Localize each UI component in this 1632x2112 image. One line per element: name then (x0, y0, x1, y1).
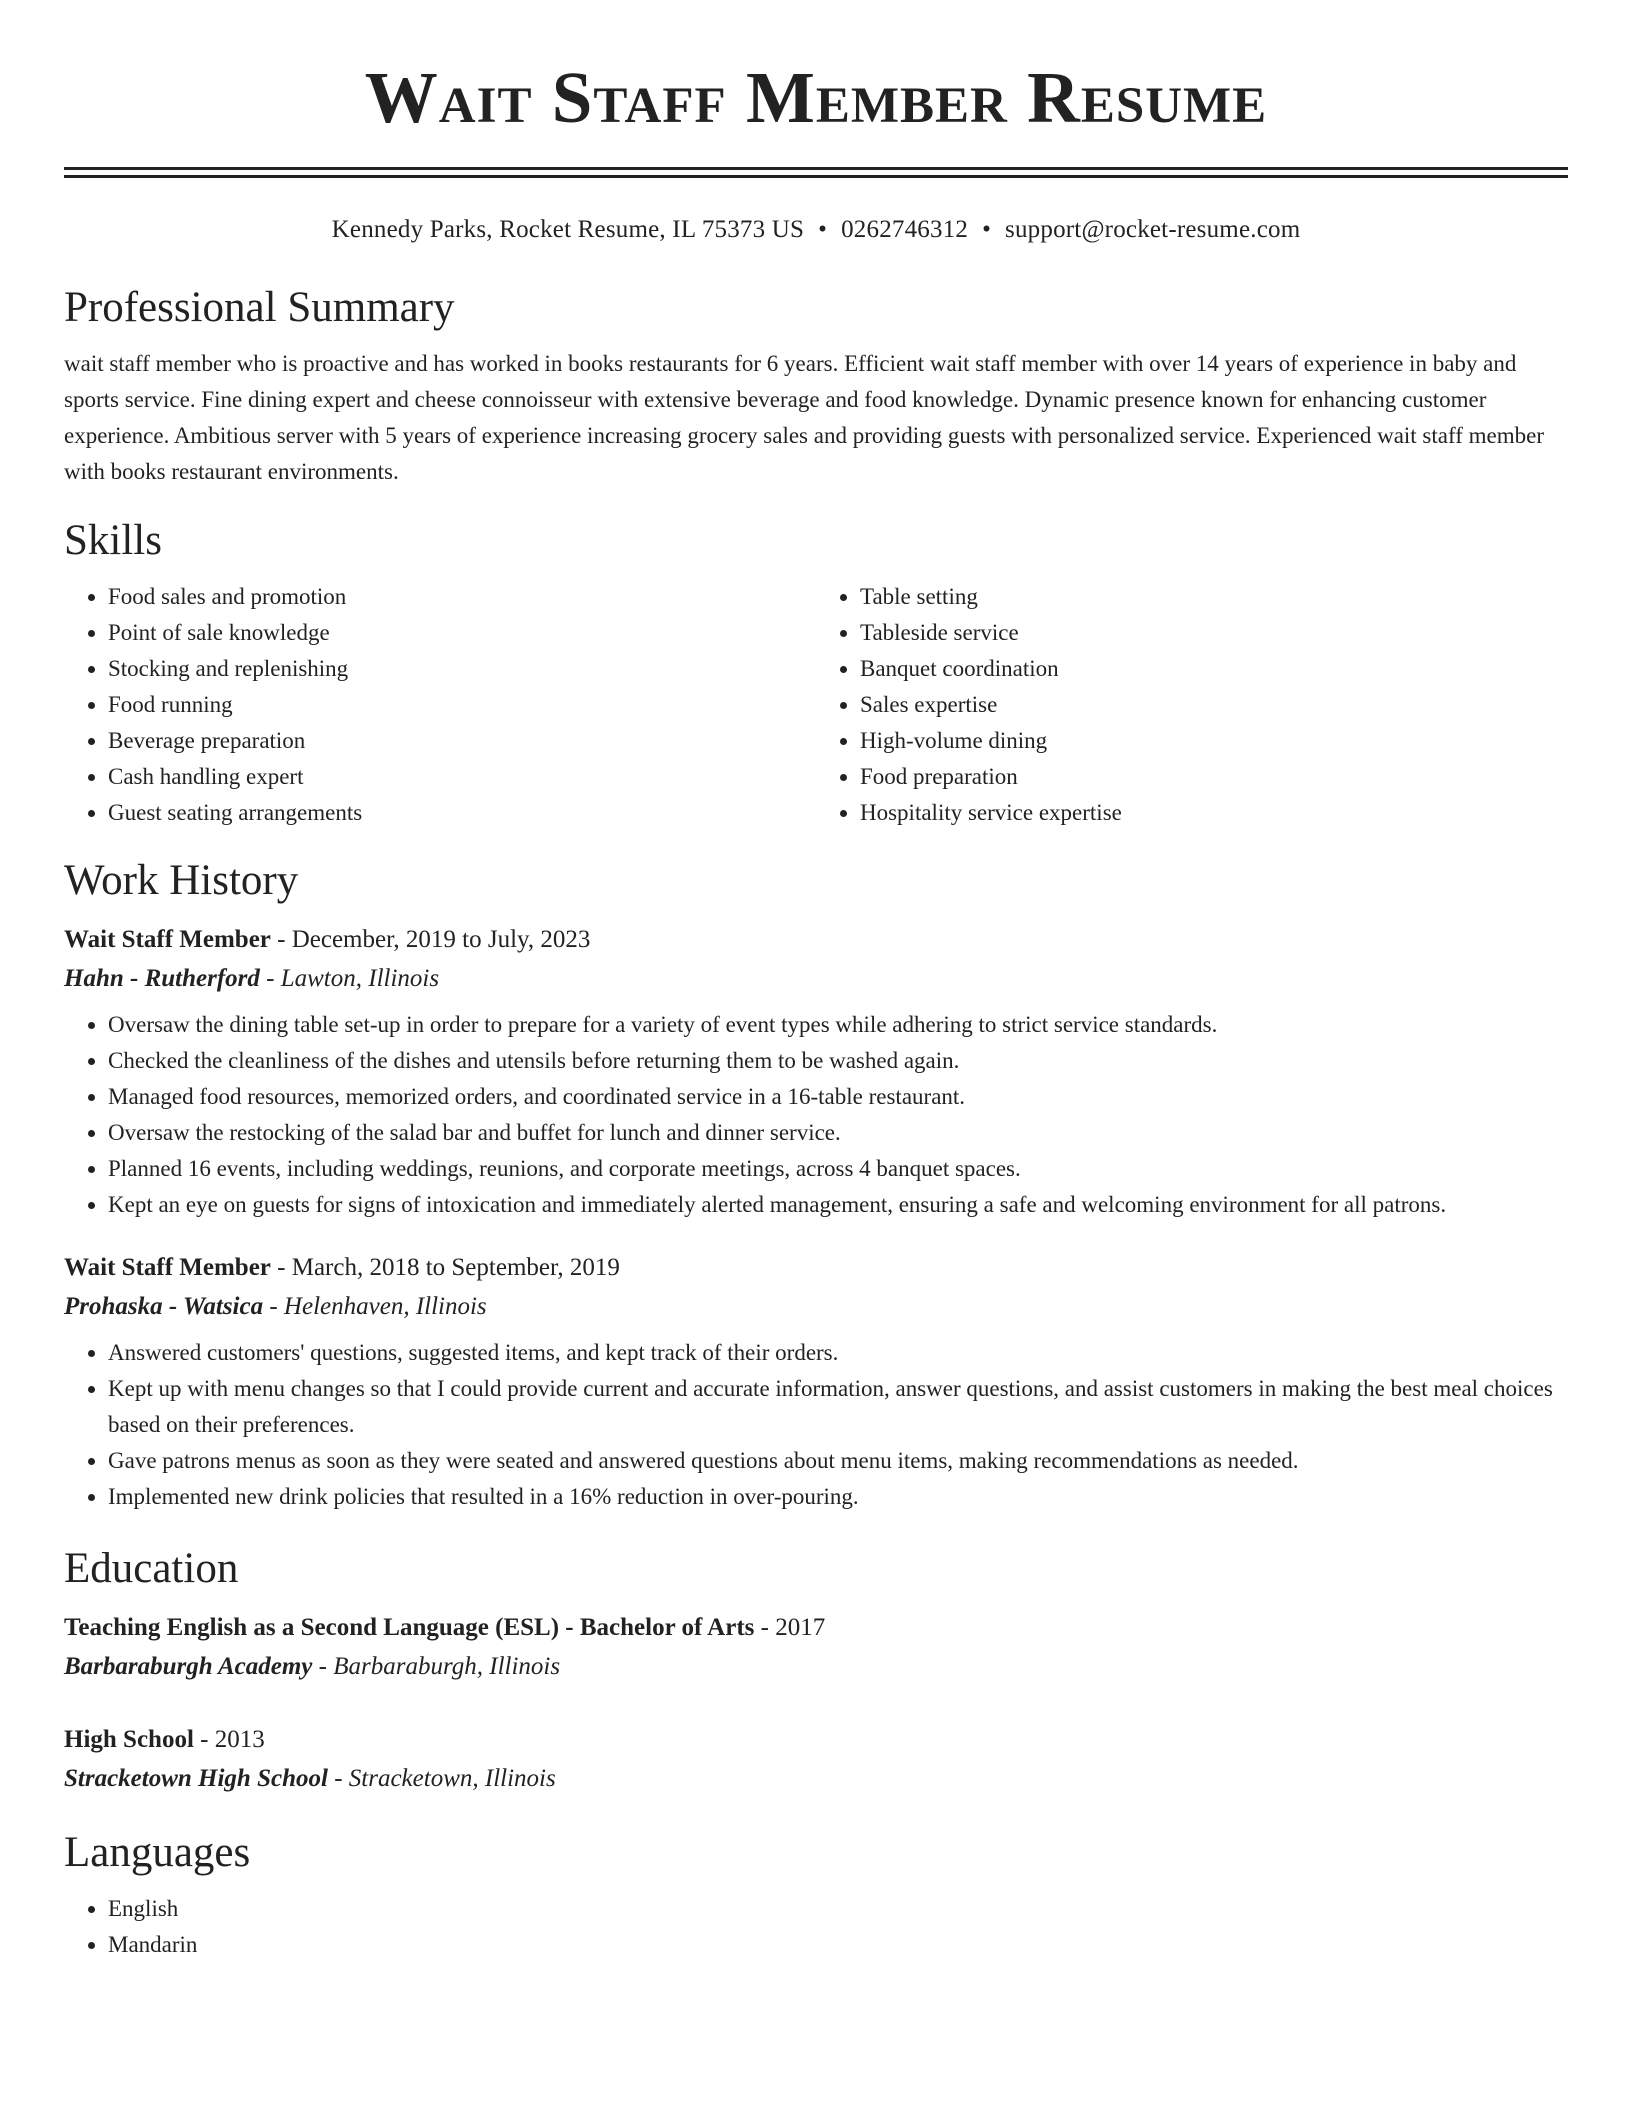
contact-phone: 0262746312 (841, 216, 969, 243)
education-institution (64, 1759, 1568, 1799)
job-dates: - March, 2018 to September, 2019 (270, 1254, 620, 1281)
skill-item: • Food preparation (860, 759, 1568, 795)
job-bullets (64, 1335, 1568, 1515)
job-bullet: • Gave patrons menus as soon as they were seated and answered questions about menu items, making recommendations as needed. (108, 1443, 1568, 1479)
skill-item: • Stocking and replenishing (108, 651, 816, 687)
work-history-section (64, 853, 1568, 1515)
skills-list-right (816, 579, 1568, 831)
contact-address: Kennedy Parks, Rocket Resume, IL 75373 US (331, 216, 805, 243)
contact-line (64, 213, 1568, 247)
contact-separator: • (818, 216, 828, 243)
education-institution (64, 1647, 1568, 1687)
skill-item: • High-volume dining (860, 723, 1568, 759)
resume-title: Wait Staff Member Resume (364, 57, 1268, 138)
language-item: • Mandarin (108, 1927, 1568, 1963)
skills-heading: Skills (64, 517, 162, 564)
job-location: - Lawton, Illinois (259, 965, 440, 992)
job-bullet: • Implemented new drink policies that resulted in a 16% reduction in over-pouring. (108, 1479, 1568, 1515)
languages-list (64, 1891, 1568, 1963)
skill-item: • Food running (108, 687, 816, 723)
skills-list-left (64, 579, 816, 831)
education-location: - Barbaraburgh, Illinois (312, 1653, 561, 1680)
education-entry (64, 1609, 1568, 1687)
job-bullet: • Kept up with menu changes so that I could provide current and accurate information, answer questions, and assist customers in making the best meal choices based on their preferences. (108, 1371, 1568, 1443)
job-title: Wait Staff Member (64, 1254, 271, 1281)
skill-item: • Hospitality service expertise (860, 795, 1568, 831)
skills-section (64, 513, 1568, 831)
skill-item: • Sales expertise (860, 687, 1568, 723)
job-bullet: • Managed food resources, memorized orders, and coordinated service in a 16-table restaurant. (108, 1079, 1568, 1115)
job-bullet: • Planned 16 events, including weddings, reunions, and corporate meetings, across 4 banquet spaces. (108, 1151, 1568, 1187)
education-header (64, 1721, 1568, 1759)
education-school: Barbaraburgh Academy (64, 1653, 313, 1680)
job-bullet: • Oversaw the dining table set-up in order to prepare for a variety of event types while adhering to strict service standards. (108, 1007, 1568, 1043)
education-section (64, 1541, 1568, 1799)
skills-columns (64, 579, 1568, 831)
job-title: Wait Staff Member (64, 926, 271, 953)
job-employer (64, 959, 1568, 999)
contact-separator: • (982, 216, 992, 243)
job-employer (64, 1287, 1568, 1327)
education-entry (64, 1721, 1568, 1799)
job-header (64, 1249, 1568, 1287)
skill-item: • Table setting (860, 579, 1568, 615)
summary-heading: Professional Summary (64, 284, 455, 331)
job-bullet: • Answered customers' questions, suggested items, and kept track of their orders. (108, 1335, 1568, 1371)
skill-item: • Guest seating arrangements (108, 795, 816, 831)
summary-section (64, 280, 1568, 490)
education-year: - 2017 (754, 1614, 826, 1641)
job-entry (64, 1249, 1568, 1515)
job-bullet: • Oversaw the restocking of the salad bar and buffet for lunch and dinner service. (108, 1115, 1568, 1151)
education-header (64, 1609, 1568, 1647)
education-location: - Stracketown, Illinois (327, 1765, 556, 1792)
education-degree: Teaching English as a Second Language (ESL) - Bachelor of Arts (64, 1614, 755, 1641)
languages-heading: Languages (64, 1829, 251, 1876)
title-rule-top (64, 167, 1568, 170)
contact-email: support@rocket-resume.com (1005, 216, 1301, 243)
skill-item: • Point of sale knowledge (108, 615, 816, 651)
education-school: Stracketown High School (64, 1765, 328, 1792)
education-degree: High School (64, 1726, 194, 1753)
skill-item: • Food sales and promotion (108, 579, 816, 615)
job-bullets (64, 1007, 1568, 1223)
skill-item: • Tableside service (860, 615, 1568, 651)
job-company: Hahn - Rutherford (64, 965, 260, 992)
title-rule-bottom (64, 175, 1568, 178)
job-entry (64, 921, 1568, 1223)
job-bullet: • Checked the cleanliness of the dishes and utensils before returning them to be washed again. (108, 1043, 1568, 1079)
job-header (64, 921, 1568, 959)
summary-text: wait staff member who is proactive and has worked in books restaurants for 6 years. Efficient wait staff member with over 14 years of experience in baby and sports service. Fine dining expert and cheese connoisseur with extensive beverage and food knowledge. Dynamic presence known for enhancing customer experience. Ambitious server with 5 years of experience increasing grocery sales and providing guests with personalized service. Experienced wait staff member with books restaurant environments. (64, 351, 1544, 484)
education-year: - 2013 (193, 1726, 265, 1753)
job-location: - Helenhaven, Illinois (263, 1293, 487, 1320)
skill-item: • Banquet coordination (860, 651, 1568, 687)
work-history-heading: Work History (64, 857, 299, 904)
languages-section (64, 1825, 1568, 1963)
job-company: Prohaska - Watsica (64, 1293, 264, 1320)
skill-item: • Beverage preparation (108, 723, 816, 759)
job-bullet: • Kept an eye on guests for signs of intoxication and immediately alerted management, ensuring a safe and welcoming environment for all patrons. (108, 1187, 1568, 1223)
skill-item: • Cash handling expert (108, 759, 816, 795)
education-heading: Education (64, 1545, 239, 1592)
language-item: • English (108, 1891, 1568, 1927)
job-dates: - December, 2019 to July, 2023 (270, 926, 591, 953)
